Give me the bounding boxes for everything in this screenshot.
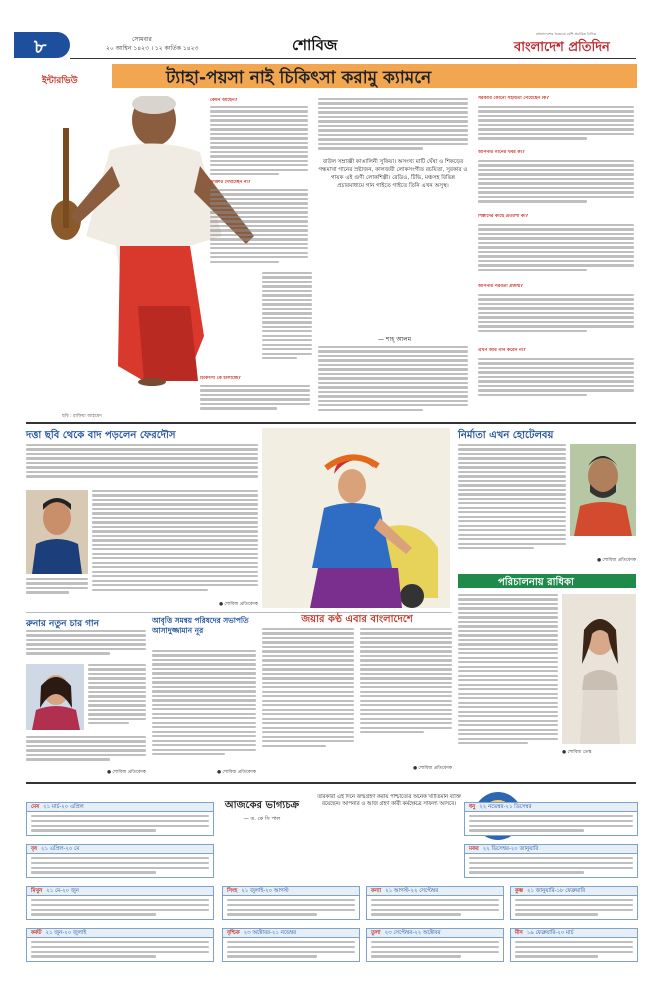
runa-figure <box>26 664 84 730</box>
horoscope-sign-text <box>469 815 633 833</box>
horoscope-sign-dates: ২১ আগস্ট-২২ সেপ্টেম্বর <box>385 888 439 894</box>
page-number-badge <box>14 32 70 58</box>
horoscope-sign-text <box>515 941 633 959</box>
horoscope-sign-header <box>223 929 359 938</box>
divider-lead <box>26 422 636 424</box>
story-noor-title: আবৃত্তি সমন্বয় পরিষদের সভাপতি আসাদুজ্জামান নূর <box>152 616 249 635</box>
horoscope-title: আজকের ভাগ্যচক্র <box>224 800 300 811</box>
horoscope-sign-7 <box>222 928 360 962</box>
horoscope-sign-dates: ২২ ডিসেম্বর-২০ জানুয়ারি <box>482 846 539 852</box>
ferdous-figure <box>26 490 88 574</box>
paper-name: বাংলাদেশ প্রতিদিন <box>514 40 610 55</box>
story-jaya <box>262 612 452 776</box>
story-jaya-lines-1 <box>262 628 354 768</box>
horoscope-sign-header <box>511 929 637 938</box>
story-runa-lines-body <box>88 664 146 732</box>
horoscope-sign-1 <box>26 844 214 878</box>
story-ferdous-title: দত্তা ছবি থেকে বাদ পড়লেন ফেরদৌস <box>26 430 176 441</box>
horoscope-sign-dates: ২১ জুন-২০ জুলাই <box>45 930 87 936</box>
lead-q6: শিল্পীদের কাছে প্রত্যাশা কী? <box>478 214 529 219</box>
horoscope-sign-header <box>27 929 213 938</box>
horoscope-sign-dates: ২১ জুলাই-২০ আগস্ট <box>241 888 289 894</box>
story-radhika-tag: ● শোবিজ ডেস্ক <box>562 750 592 755</box>
horoscope-sign-text <box>227 941 355 959</box>
horoscope-sign-9 <box>464 844 638 878</box>
horoscope-sign-header <box>511 887 637 896</box>
story-radhika-title: পরিচালনায় রাধিকা <box>498 577 574 588</box>
story-director-lines <box>458 444 566 562</box>
story-jaya-title: জয়ার কণ্ঠ এবার বাংলাদেশে <box>301 614 413 625</box>
lead-qa-lines-2 <box>210 189 308 269</box>
page-number: ৮ <box>34 36 47 58</box>
horoscope-sign-dates: ২১ মে-২০ জুন <box>46 888 79 894</box>
horoscope-sign-text <box>31 815 209 833</box>
lead-right-lines-2 <box>478 160 634 210</box>
divider-horoscope <box>26 782 636 784</box>
lead-right-lines-5 <box>478 358 634 408</box>
radhika-figure <box>562 594 636 744</box>
horoscope-sign-name: মেষ <box>31 804 40 810</box>
story-runa-title: রুনার নতুন চার গান <box>26 619 100 629</box>
story-ferdous-lines-top <box>26 444 258 488</box>
horoscope-sign-0 <box>26 802 214 836</box>
story-ferdous-photo <box>26 490 88 574</box>
lead-qa-lines-3 <box>262 272 312 372</box>
horoscope-sign-name: কর্কট <box>31 930 42 936</box>
story-runa <box>26 616 146 776</box>
story-jaya-lines-2 <box>360 628 452 758</box>
lead-qa-column-1: কেমন আছেন? <box>210 98 238 103</box>
date-line: ২০ আশ্বিন ১৪২৩ । ১২ কার্তিক ১৪২৩ <box>106 45 199 52</box>
story-radhika-photo <box>562 594 636 744</box>
story-radhika-lines <box>458 594 558 764</box>
horoscope-sign-3 <box>26 928 214 962</box>
story-runa-tag: ● শোবিজ প্রতিবেদক <box>106 770 146 775</box>
horoscope-sign-text <box>515 899 633 917</box>
story-radhika-title-bar <box>458 574 636 588</box>
horoscope-sign-dates: ২৩ অক্টোবর-২১ নভেম্বর <box>243 930 297 936</box>
jaya-photo <box>262 428 450 608</box>
horoscope-sign-name: মকর <box>469 846 479 852</box>
horoscope-sign-name: ধনু <box>469 804 476 810</box>
story-noor <box>152 616 256 776</box>
horoscope-sign-header <box>27 887 213 896</box>
story-runa-lines-top <box>26 630 146 662</box>
horoscope-sign-10 <box>510 886 638 920</box>
lead-q8: এখন আর গান করেন না? <box>478 348 526 353</box>
horoscope-sign-name: কন্যা <box>371 888 382 894</box>
story-runa-lines-bottom <box>26 736 146 766</box>
horoscope-sign-8 <box>464 802 638 836</box>
story-director-photo <box>570 444 636 536</box>
lead-intro-box <box>318 158 468 343</box>
lead-right-lines-1 <box>478 106 634 146</box>
story-director-title: নির্মাতা এখন হোটেলবয় <box>458 430 554 441</box>
lead-col-bottom-middle <box>318 346 468 416</box>
lead-qa-lines-1 <box>210 106 308 178</box>
lead-qa-lines-4 <box>200 385 310 417</box>
horoscope-sign-dates: ২২ নভেম্বর-২১ ডিসেম্বর <box>479 804 532 810</box>
jaya-figure <box>262 428 450 608</box>
horoscope-sign-11 <box>510 928 638 962</box>
horoscope-sign-text <box>371 899 499 917</box>
horoscope-sign-header <box>367 887 503 896</box>
horoscope-sign-header <box>465 845 637 854</box>
kicker-interview: ইন্টারভিউ <box>42 76 78 86</box>
horoscope-sign-header <box>27 845 213 854</box>
horoscope-sign-name: সিংহ <box>227 888 238 894</box>
day: সোমবার <box>132 36 152 43</box>
horoscope-sign-4 <box>222 886 360 920</box>
story-director <box>458 428 636 568</box>
horoscope-intro: তারকারা এই দিনে জন্মগ্রহণ করায় পাশ্চাত্যের অনেক খ্যাতিমান ব্যক্তি রয়েছেন। আপনার ও আজ গ্রহণ কারী কর্মক্ষেত্রে সাফল্য আসবে। <box>317 794 461 808</box>
lead-q5: আপনার গানের খবর কী? <box>478 150 525 155</box>
story-ferdous-lines-body <box>92 490 258 602</box>
horoscope-sign-dates: ২১ জানুয়ারি-১৮ ফেব্রুয়ারি <box>527 888 586 894</box>
horoscope-sign-name: বৃশ্চিক <box>227 930 240 936</box>
horoscope-sign-header <box>465 803 637 812</box>
horoscope-sign-6 <box>366 928 504 962</box>
horoscope-sign-5 <box>366 886 504 920</box>
masthead-rule <box>70 58 636 59</box>
horoscope-sign-text <box>31 899 209 917</box>
horoscope-sign-name: মিথুন <box>31 888 43 894</box>
lead-intro-text: বাউল সম্রাজ্ঞী কাঙালিনী সুফিয়া। অসংখ্য মাটি ঘেঁষা ও শিকড়ের গন্ধমাখা গানের স্রষ্টাজন, কালজয়ী লোকসংগীত রচয়িতা, সুরকার ও গায়ক এই গুণী লোকশিল্পী। রেডিও, টিভি, মঞ্চসহ বিভিন্ন প্রচারমাধ্যমে গান গাইতে গাইতে তিনি এখন অসুস্থ। <box>318 159 468 189</box>
lead-q7: আপনার পরবর্তী প্রজন্ম? <box>478 284 523 289</box>
horoscope-sign-dates: ২১ মার্চ-২০ এপ্রিল <box>43 804 84 810</box>
horoscope-sign-text <box>31 857 209 875</box>
story-ferdous <box>26 428 258 608</box>
horoscope-author: — ড. কে সি পাল <box>243 816 281 822</box>
story-ferdous-tag: ● শোবিজ প্রতিবেদক <box>218 602 258 607</box>
horoscope-sign-text <box>31 941 209 959</box>
horoscope-sign-2 <box>26 886 214 920</box>
horoscope-sign-header <box>367 929 503 938</box>
story-noor-tag: ● শোবিজ প্রতিবেদক <box>216 770 256 775</box>
horoscope-sign-header <box>223 887 359 896</box>
horoscope-sign-text <box>469 857 633 875</box>
lead-q2: ডাক্তার দেখাচ্ছেন না? <box>210 180 251 185</box>
story-director-tag: ● শোবিজ প্রতিবেদক <box>596 558 636 563</box>
story-radhika <box>458 574 636 770</box>
lead-q3: চিকিৎসা কে চালাচ্ছে? <box>200 376 241 381</box>
director-figure <box>570 444 636 536</box>
lead-right-column <box>478 96 634 416</box>
horoscope-sign-name: মীন <box>515 930 523 936</box>
lead-byline: — শাহ্ আলম <box>378 336 412 343</box>
paper-tagline: বাংলাদেশের সবচেয়ে বেশি প্রচারিত দৈনিক <box>536 32 597 36</box>
lead-right-lines-4 <box>478 294 634 344</box>
horoscope-sign-dates: ২৩ সেপ্টেম্বর-২২ অক্টোবর <box>384 930 441 936</box>
horoscope-sign-text <box>371 941 499 959</box>
story-noor-lines <box>152 650 256 766</box>
lead-col-top-middle <box>318 98 468 154</box>
story-jaya-tag: ● শোবিজ প্রতিবেদক <box>412 766 452 771</box>
horoscope-sign-dates: ২১ এপ্রিল-২০ মে <box>40 846 80 852</box>
lead-headline-banner <box>112 64 637 88</box>
lead-q4: সরকারি কোনো সহায়তা পেয়েছেন কি? <box>478 96 550 101</box>
story-runa-photo <box>26 664 84 730</box>
horoscope-sign-text <box>227 899 355 917</box>
masthead <box>14 30 636 60</box>
lead-right-lines-3 <box>478 224 634 280</box>
horoscope-sign-dates: ১৯ ফেব্রুয়ারি-২০ মার্চ <box>526 930 574 936</box>
horoscope-sign-name: কুম্ভ <box>515 888 524 894</box>
story-ferdous-lines-bottom <box>26 578 88 602</box>
horoscope-title-box <box>216 800 308 840</box>
horoscope-sign-header <box>27 803 213 812</box>
lead-headline: ট্যাহা-পয়সা নাই চিকিৎসা করামু ক্যামনে <box>166 68 432 88</box>
horoscope-sign-name: তুলা <box>371 930 381 936</box>
section-title: শোবিজ <box>292 36 338 54</box>
horoscope-section <box>26 788 636 978</box>
horoscope-sign-name: বৃষ <box>31 846 37 852</box>
lead-photo-credit: ছবি : রাফিয়া আহমেদ <box>62 414 102 419</box>
